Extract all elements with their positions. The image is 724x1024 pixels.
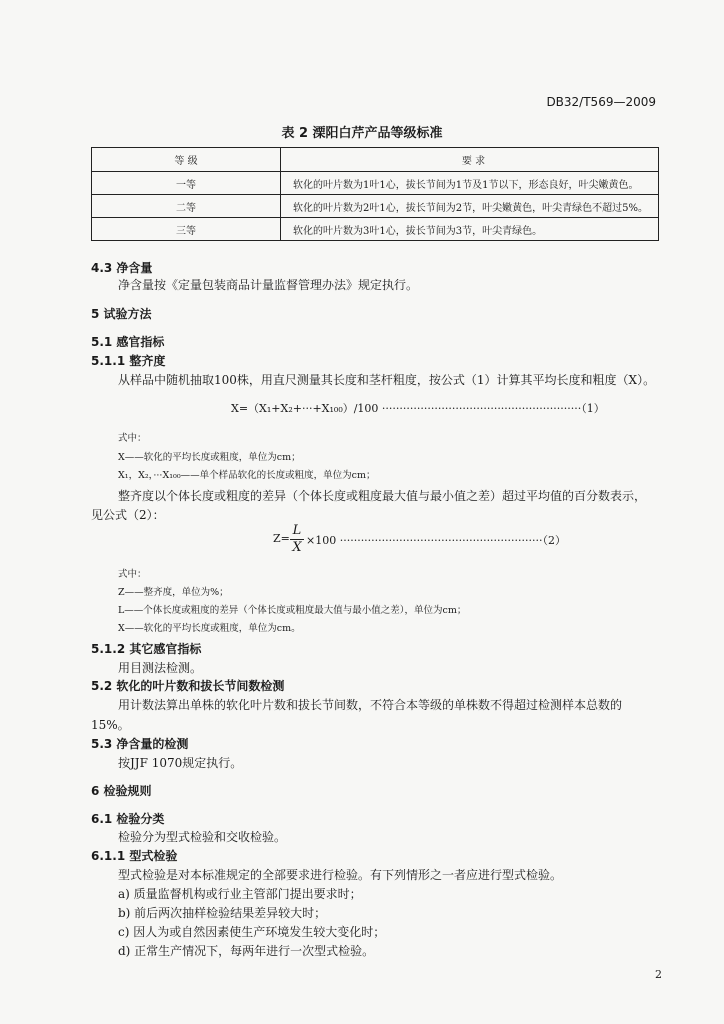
table-caption: 表 2 溧阳白芹产品等级标准 [281, 126, 443, 141]
table-header-requirement: 要 求 [281, 148, 659, 172]
section-heading-4-3: 4.3 净含量 [91, 261, 153, 275]
table-header-grade: 等 级 [92, 148, 281, 172]
table-row [92, 172, 659, 195]
paragraph: 用计数法算出单株的软化叶片数和拔长节间数，不符合本等级的单株数不得超过检测样本总数的 [118, 698, 623, 712]
formula-2-lhs: Z= [273, 532, 290, 545]
paragraph: 见公式（2）： [91, 508, 165, 522]
section-heading-5-3: 5.3 净含量的检测 [91, 737, 189, 751]
list-item: c) 因人为或自然因素使生产环境发生较大变化时； [118, 925, 386, 939]
section-heading-6: 6 检验规则 [91, 784, 152, 798]
list-item: b) 前后两次抽样检验结果差异较大时； [118, 906, 327, 920]
table-cell-requirement: 软化的叶片数为2叶1心，拔长节间为2节，叶尖嫩黄色，叶尖青绿色不超过5%。 [281, 195, 659, 218]
definition-xi: X₁，X₂，···X₁₀₀——单个样品软化的长度或粗度，单位为cm； [118, 470, 376, 481]
table-cell-requirement: 软化的叶片数为3叶1心，拔长节间为3节，叶尖青绿色。 [281, 218, 659, 241]
paragraph: 按JJF 1070规定执行。 [118, 756, 243, 770]
where-label: 式中： [118, 433, 147, 444]
paragraph: 检验分为型式检验和交收检验。 [118, 830, 287, 844]
paragraph: 15%。 [91, 718, 130, 732]
paragraph: 型式检验是对本标准规定的全部要求进行检验。有下列情形之一者应进行型式检验。 [118, 868, 563, 882]
definition-l: L——个体长度或粗度的差异（个体长度或粗度最大值与最小值之差），单位为cm； [118, 605, 467, 616]
table-header-row [92, 148, 659, 172]
list-item: a) 质量监督机构或行业主管部门提出要求时； [118, 887, 362, 901]
fraction-numerator: L [292, 523, 302, 538]
standard-number: DB32/T569—2009 [546, 95, 656, 109]
formula-2-fraction [290, 524, 304, 555]
section-heading-6-1-1: 6.1.1 型式检验 [91, 849, 178, 863]
section-heading-6-1: 6.1 检验分类 [91, 812, 165, 826]
formula-2-rhs: ×100 ··························································（2） [306, 534, 567, 547]
definition-z: Z——整齐度，单位为%； [118, 587, 229, 598]
page-number: 2 [655, 968, 662, 981]
paragraph: 整齐度以个体长度或粗度的差异（个体长度或粗度最大值与最小值之差）超过平均值的百分数表示， [118, 489, 647, 503]
table-cell-requirement: 软化的叶片数为1叶1心，拔长节间为1节及1节以下，形态良好，叶尖嫩黄色。 [281, 172, 659, 195]
section-heading-5: 5 试验方法 [91, 307, 152, 321]
table-row [92, 218, 659, 241]
section-heading-5-2: 5.2 软化的叶片数和拔长节间数检测 [91, 679, 285, 693]
grade-table [91, 147, 659, 241]
where-label: 式中： [118, 569, 147, 580]
definition-x2: X——软化的平均长度或粗度，单位为cm。 [118, 623, 301, 634]
fraction-denominator: X [292, 540, 302, 555]
list-item: d) 正常生产情况下，每两年进行一次型式检验。 [118, 944, 375, 958]
paragraph: 净含量按《定量包装商品计量监督管理办法》规定执行。 [118, 278, 419, 292]
definition-x: X——软化的平均长度或粗度，单位为cm； [118, 452, 301, 463]
table-cell-grade: 三等 [92, 218, 281, 241]
section-heading-5-1: 5.1 感官指标 [91, 335, 165, 349]
table-cell-grade: 二等 [92, 195, 281, 218]
formula-1: X=（X₁+X₂+···+X₁₀₀）/100 ·························································（1） [231, 402, 605, 415]
paragraph: 从样品中随机抽取100株，用直尺测量其长度和茎杆粗度，按公式（1）计算其平均长度和粗度（X）。 [118, 373, 656, 387]
table-row [92, 195, 659, 218]
table-cell-grade: 一等 [92, 172, 281, 195]
paragraph: 用目测法检测。 [118, 661, 203, 675]
section-heading-5-1-1: 5.1.1 整齐度 [91, 354, 166, 368]
section-heading-5-1-2: 5.1.2 其它感官指标 [91, 642, 202, 656]
